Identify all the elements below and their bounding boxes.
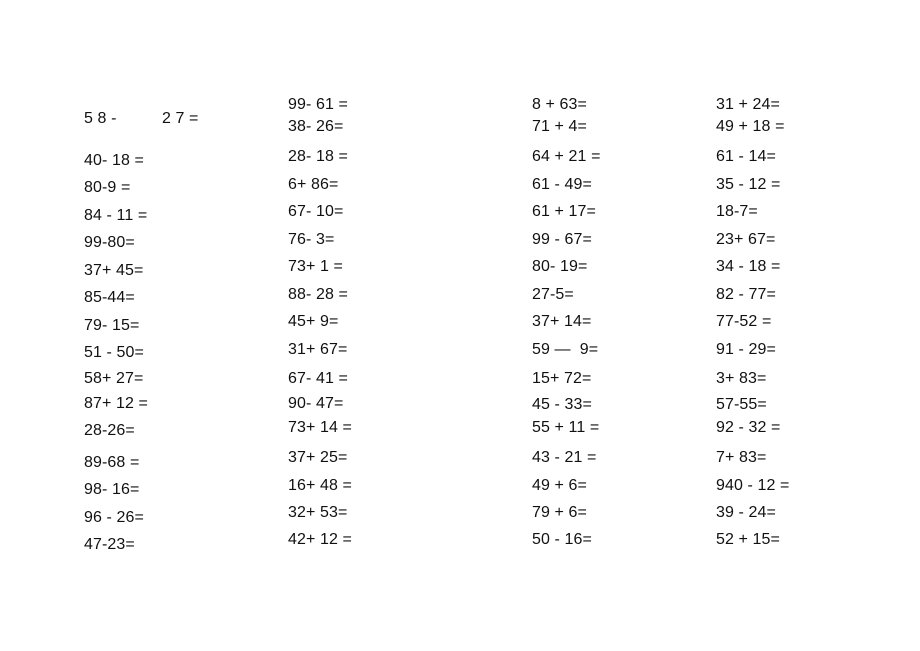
problem: 71 + 4= bbox=[532, 118, 587, 135]
problem: 39 - 24= bbox=[716, 504, 776, 521]
problem: 31+ 67= bbox=[288, 341, 348, 358]
problem: 76- 3= bbox=[288, 231, 335, 248]
problem: 80-9 = bbox=[84, 179, 131, 196]
problem: 50 - 16= bbox=[532, 531, 592, 548]
problem: 3+ 83= bbox=[716, 370, 767, 387]
problem: 61 - 49= bbox=[532, 176, 592, 193]
problem: 35 - 12 = bbox=[716, 176, 781, 193]
problem: 37+ 25= bbox=[288, 449, 348, 466]
problem: 61 + 17= bbox=[532, 203, 596, 220]
problem: 98- 16= bbox=[84, 481, 140, 498]
problem: 8 + 63= bbox=[532, 96, 587, 113]
problem: 61 - 14= bbox=[716, 148, 776, 165]
problem: 99- 61 = bbox=[288, 96, 348, 113]
problem: 34 - 18 = bbox=[716, 258, 781, 275]
problem: 64 + 21 = bbox=[532, 148, 601, 165]
problem: 80- 19= bbox=[532, 258, 588, 275]
problem: 90- 47= bbox=[288, 395, 344, 412]
problem: 45 - 33= bbox=[532, 396, 592, 413]
problem: 49 + 6= bbox=[532, 477, 587, 494]
problem: 28- 18 = bbox=[288, 148, 348, 165]
problem: 7+ 83= bbox=[716, 449, 767, 466]
problem: 16+ 48 = bbox=[288, 477, 352, 494]
problem: 45+ 9= bbox=[288, 313, 339, 330]
problem: 38- 26= bbox=[288, 118, 344, 135]
problem: 92 - 32 = bbox=[716, 419, 781, 436]
problem: 99-80= bbox=[84, 234, 135, 251]
problem: 79- 15= bbox=[84, 317, 140, 334]
problem: 57-55= bbox=[716, 396, 767, 413]
problem: 940 - 12 = bbox=[716, 477, 790, 494]
problem: 88- 28 = bbox=[288, 286, 348, 303]
problem: 28-26= bbox=[84, 422, 135, 439]
problem: 37+ 14= bbox=[532, 313, 592, 330]
problem: 23+ 67= bbox=[716, 231, 776, 248]
problem: 55 + 11 = bbox=[532, 419, 600, 436]
problem: 18-7= bbox=[716, 203, 758, 220]
problem: 32+ 53= bbox=[288, 504, 348, 521]
problem: 84 - 11 = bbox=[84, 207, 148, 224]
problem: 49 + 18 = bbox=[716, 118, 785, 135]
problem: 87+ 12 = bbox=[84, 395, 148, 412]
problem: 59 — 9= bbox=[532, 341, 599, 358]
problem: 96 - 26= bbox=[84, 509, 144, 526]
problem: 6+ 86= bbox=[288, 176, 339, 193]
problem: 51 - 50= bbox=[84, 344, 144, 361]
problem: 89-68 = bbox=[84, 454, 140, 471]
problem: 91 - 29= bbox=[716, 341, 776, 358]
problem: 31 + 24= bbox=[716, 96, 780, 113]
problem: 40- 18 = bbox=[84, 152, 144, 169]
problem: 73+ 1 = bbox=[288, 258, 343, 275]
problem: 77-52 = bbox=[716, 313, 772, 330]
problem: 67- 41 = bbox=[288, 370, 348, 387]
problem: 42+ 12 = bbox=[288, 531, 352, 548]
problem: 99 - 67= bbox=[532, 231, 592, 248]
problem: 58+ 27= bbox=[84, 370, 144, 387]
problem: 5 8 - 2 7 = bbox=[84, 110, 199, 127]
problem: 82 - 77= bbox=[716, 286, 776, 303]
problem: 43 - 21 = bbox=[532, 449, 597, 466]
problem: 37+ 45= bbox=[84, 262, 144, 279]
problem: 52 + 15= bbox=[716, 531, 780, 548]
problem: 73+ 14 = bbox=[288, 419, 352, 436]
problem: 67- 10= bbox=[288, 203, 344, 220]
problem: 85-44= bbox=[84, 289, 135, 306]
problem: 15+ 72= bbox=[532, 370, 592, 387]
problem: 79 + 6= bbox=[532, 504, 587, 521]
problem: 27-5= bbox=[532, 286, 574, 303]
problem: 47-23= bbox=[84, 536, 135, 553]
